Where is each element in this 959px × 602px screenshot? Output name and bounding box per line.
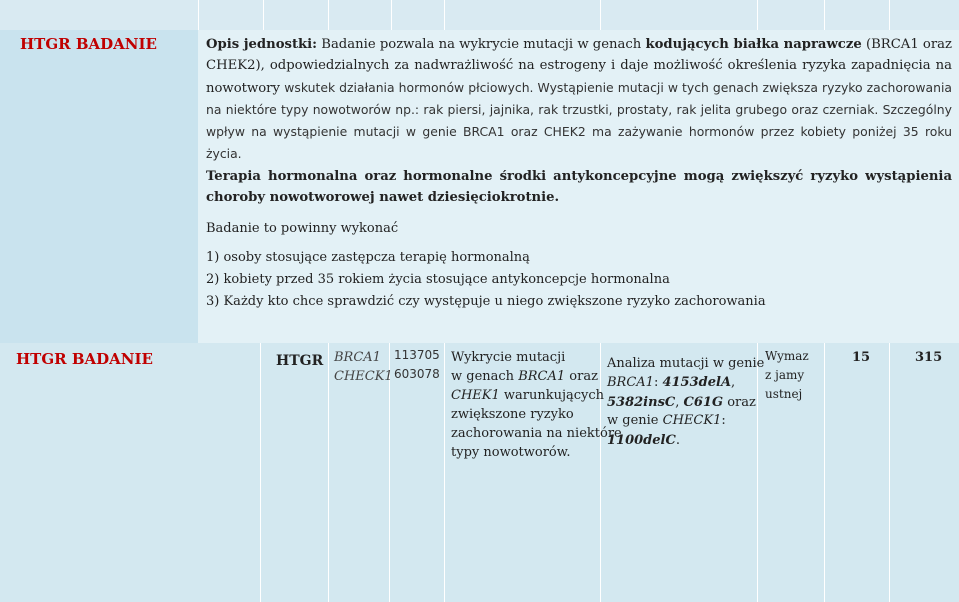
header-cell (264, 0, 329, 30)
unit-description (206, 34, 952, 208)
row2-title: HTGR BADANIE (16, 350, 153, 368)
analysis-line: Analiza mutacji w genie (607, 356, 765, 371)
analysis-line: w genie CHECK1: (607, 413, 726, 428)
sample-type-line: ustnej (765, 387, 803, 401)
description-text: (BRCA1 oraz CHEK2), odpowiedzialnych za nadwrażliwość na estrogeny i daje możliwość określenia ryzyka zapadnięcia na nowotwory (206, 37, 952, 96)
sample-type-line: z jamy (765, 368, 805, 382)
warning-text: Terapia hormonalna oraz hormonalne środki antykoncepcyjne mogą zwiększyć ryzyko wystąpienia choroby nowotworowej nawet dziesięciokrotnie. (206, 168, 952, 206)
analysis-line: 1100delC. (607, 433, 680, 448)
price: 315 (915, 350, 943, 365)
description-text: Badanie pozwala na wykrycie mutacji w genach (317, 37, 646, 52)
who-list-item: 2) kobiety przed 35 rokiem życia stosujące antykoncepcje hormonalna (206, 272, 670, 287)
description-emphasis: kodujących białka naprawcze (645, 37, 862, 52)
who-list-item: 3) Każdy kto chce sprawdzić czy występuje u niego zwiększone ryzyko zachorowania (206, 294, 766, 309)
header-cell (758, 0, 825, 30)
header-cell (825, 0, 890, 30)
analysis-line: BRCA1: 4153delA, (607, 375, 736, 390)
detection-line: Wykrycie mutacji (451, 350, 566, 365)
detection-line: typy nowotworów. (451, 445, 571, 460)
detection-line: w genach BRCA1 oraz (451, 369, 598, 384)
row2-days-cell (825, 343, 889, 602)
omim-id: 603078 (394, 367, 440, 381)
omim-id: 113705 (394, 348, 440, 362)
analysis-line: 5382insC, C61G oraz (607, 395, 756, 410)
header-cell (890, 0, 959, 30)
description-prefix: Opis jednostki: (206, 37, 318, 52)
who-list-item: 1) osoby stosujące zastępcza terapię hormonalną (206, 250, 530, 265)
detection-line: zachorowania na niektóre (451, 426, 622, 441)
turnaround-days: 15 (852, 350, 871, 365)
table-header-strip (0, 0, 959, 30)
who-heading: Badanie to powinny wykonać (206, 221, 399, 236)
row1-title: HTGR BADANIE (20, 35, 157, 53)
row2-label-cell (0, 343, 260, 602)
sample-type-line: Wymaz (765, 349, 809, 363)
header-cell (329, 0, 392, 30)
detection-line: zwiększone ryzyko (451, 407, 574, 422)
header-cell (601, 0, 758, 30)
header-cell (199, 0, 264, 30)
test-code: HTGR (276, 353, 324, 369)
header-cell (445, 0, 601, 30)
header-cell (392, 0, 445, 30)
gene-name: CHECK1 (334, 369, 393, 384)
row1-label-cell (0, 30, 198, 343)
header-cell (0, 0, 199, 30)
row2-price-cell (890, 343, 959, 602)
gene-name: BRCA1 (334, 350, 381, 365)
row2-code-cell (261, 343, 328, 602)
description-text: wskutek działania hormonów płciowych. Wystąpienie mutacji w tych genach zwiększa ryzyko zachorowania na niektóre typy nowotworów np.: rak piersi, jajnika, rak trzustki, prostaty, rak jelita grubego oraz czerniak. Szczególny wpływ na wystąpienie mutacji w genie BRCA1 oraz CHEK2 ma zażywanie hormonów przez kobiety poniżej 35 roku życia. (206, 79, 952, 162)
detection-line: CHEK1 warunkujących (451, 388, 605, 403)
